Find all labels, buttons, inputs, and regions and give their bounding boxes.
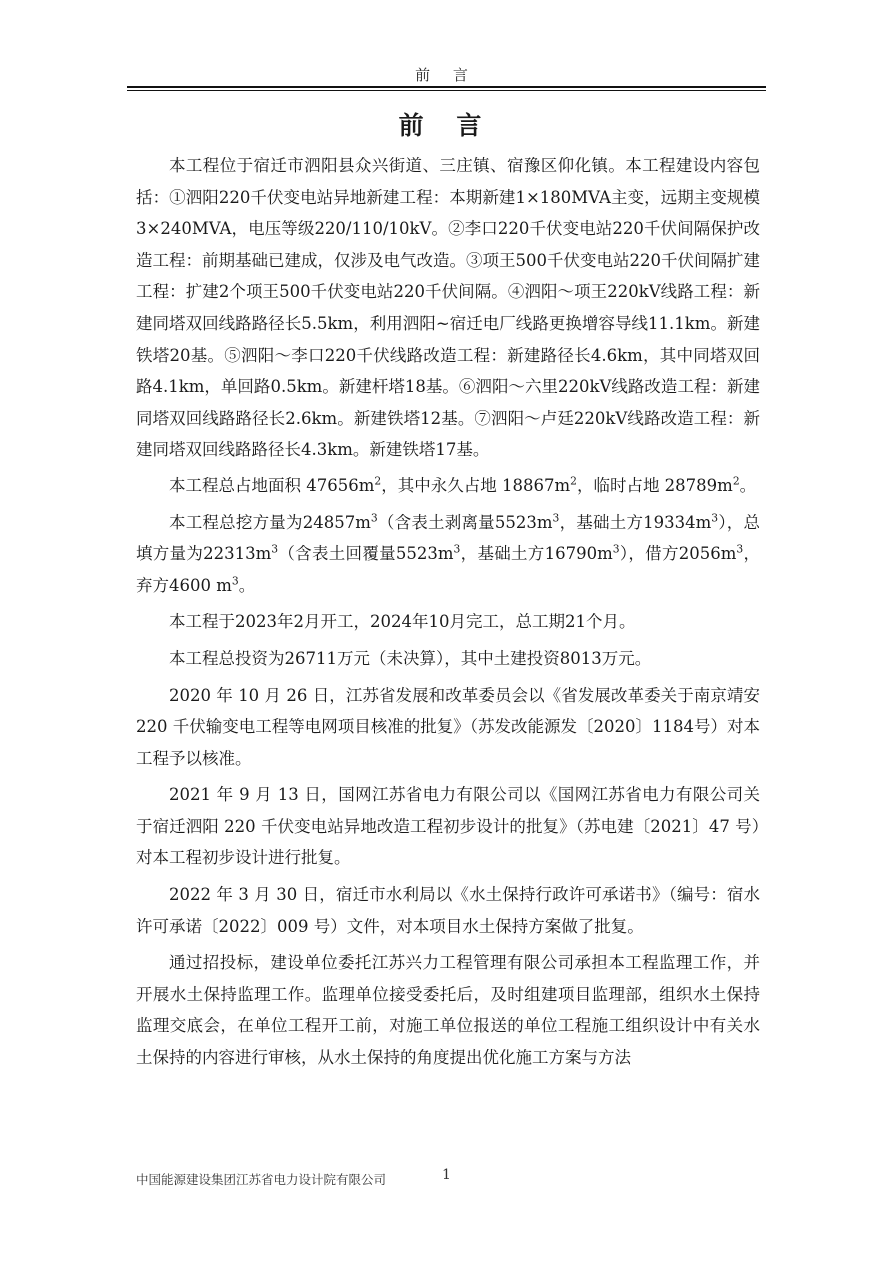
paragraph-investment: 本工程总投资为26711万元（未决算），其中土建投资8013万元。 <box>169 648 652 668</box>
paragraph-earthwork: 本工程总挖方量为$24857m^3$（含表土剥离量$5523m^3$，基础土方$19334m^3$），总填方量为$22313m^3$（含表土回覆量$5523m^3$，基础土方$16790m^3$），借方$2056m^3$，弃方4600 $m^3$。 <box>136 511 761 595</box>
footer-organization: 中国能源建设集团江苏省电力设计院有限公司 <box>136 1172 387 1187</box>
paragraph-supervision: 通过招投标，建设单位委托江苏兴力工程管理有限公司承担本工程监理工作，并开展水土保持监理工作。监理单位接受委托后，及时组建项目监理部，组织水土保持监理交底会，在单位工程开工前，对施工单位报送的单位工程施工组织设计中有关水土保持的内容进行审核，从水土保持的角度提出优化施工方案与方法 <box>136 953 760 1068</box>
running-header: 前 言 <box>415 66 477 84</box>
paragraph-schedule: 本工程于2023年2月开工，2024年10月完工，总工期21个月。 <box>169 612 636 632</box>
paragraph-approval-2021: 2021 年 9 月 13 日，国网江苏省电力有限公司以《国网江苏省电力有限公司关于宿迁泗阳 220 千伏变电站异地改造工程初步设计的批复》（苏电建〔2021〕47 号）对本工程初步设计进行批复。 <box>136 785 760 868</box>
header-rule-thick <box>127 86 766 88</box>
body-text <box>136 150 760 1079</box>
paragraph-approval-2022: 2022 年 3 月 30 日，宿迁市水利局以《水土保持行政许可承诺书》（编号：宿水许可承诺〔2022〕009 号）文件，对本项目水土保持方案做了批复。 <box>136 885 760 936</box>
paragraph-land-area: 本工程总占地面积 $47656m^2$，其中永久占地 $18867m^2$，临时占地 $28789m^2$。 <box>169 474 757 495</box>
page-title: 前 言 <box>398 111 494 140</box>
page-number: 1 <box>442 1167 451 1183</box>
paragraph-scope: 本工程位于宿迁市泗阳县众兴街道、三庄镇、宿豫区仰化镇。本工程建设内容包括：①泗阳220千伏变电站异地新建工程：本期新建1×180MVA主变，远期主变规模3×240MVA，电压等级220/110/10kV。②李口220千伏变电站220千伏间隔保护改造工程：前期基础已建成，仅涉及电气改造。③项王500千伏变电站220千伏间隔扩建工程：扩建2个项王500千伏变电站220千伏间隔。④泗阳～项王220kV线路工程：新建同塔双回线路路径长5.5km，利用泗阳~宿迁电厂线路更换增容导线11.1km。新建铁塔20基。⑤泗阳～李口220千伏线路改造工程：新建路径长4.6km，其中同塔双回路4.1km，单回路0.5km。新建杆塔18基。⑥泗阳～六里220kV线路改造工程：新建同塔双回线路路径长2.6km。新建铁塔12基。⑦泗阳～卢廷220kV线路改造工程：新建同塔双回线路路径长4.3km。新建铁塔17基。 <box>136 156 760 460</box>
paragraph-approval-2020: 2020 年 10 月 26 日，江苏省发展和改革委员会以《省发展改革委关于南京靖安 220 千伏输变电工程等电网项目核准的批复》（苏发改能源发〔2020〕1184号）对本工程予以核准。 <box>136 685 760 768</box>
header-rule-thin <box>127 90 766 91</box>
